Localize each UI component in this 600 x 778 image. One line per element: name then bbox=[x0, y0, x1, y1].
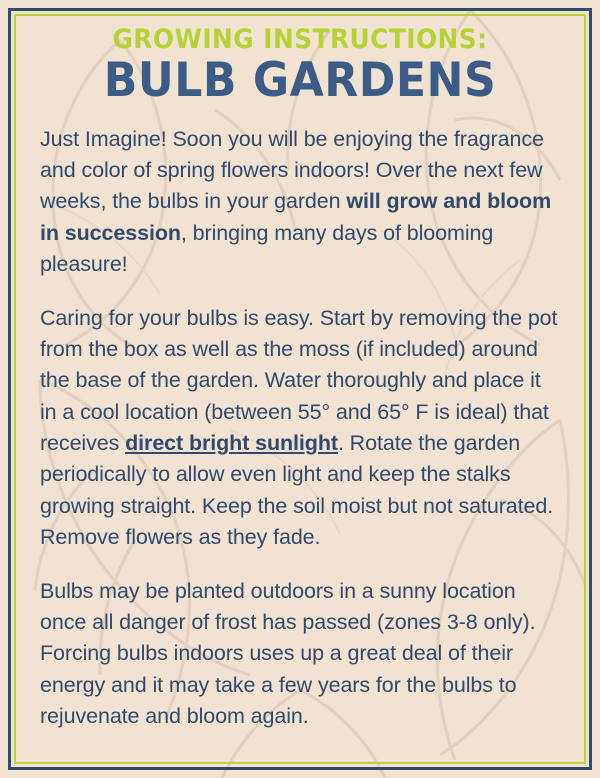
instructions-body bbox=[40, 124, 560, 733]
paragraph-care bbox=[40, 303, 560, 554]
paragraph-outdoors: Bulbs may be planted outdoors in a sunny location once all danger of frost has passed (zones 3-8 only). Forcing bulbs indoors uses up a great deal of their energy and it may take a few years for the bulbs to rejuvenate and bloom again. bbox=[40, 578, 536, 729]
paragraph-imagine-text-2: , bringing many days of blooming pleasure! bbox=[40, 220, 494, 277]
title-main: BULB GARDENS bbox=[103, 53, 497, 109]
paragraph-care-text-1: Caring for your bulbs is easy. Start by removing the pot from the box as well as the moss (if included) around the base of the garden. Water thoroughly and place it in a cool location (between 55° and 65° F is ideal) that receives bbox=[40, 305, 558, 456]
paragraph-imagine-bold: will grow and bloom in succession bbox=[40, 189, 552, 245]
paragraph-care-underline: direct bright sunlight bbox=[125, 431, 338, 456]
paragraph-care-text-2: . Rotate the garden periodically to allow even light and keep the stalks growing straight. Keep the soil moist but not saturated. Remove flowers as they fade. bbox=[40, 431, 554, 550]
paragraph-imagine-text-1: Just Imagine! Soon you will be enjoying the fragrance and color of spring flowers indoors! Over the next few weeks, the bulbs in your garden bbox=[40, 126, 544, 214]
title-eyebrow: GROWING INSTRUCTIONS: bbox=[112, 24, 488, 55]
paragraph-imagine bbox=[40, 124, 560, 281]
page-title bbox=[40, 24, 560, 109]
